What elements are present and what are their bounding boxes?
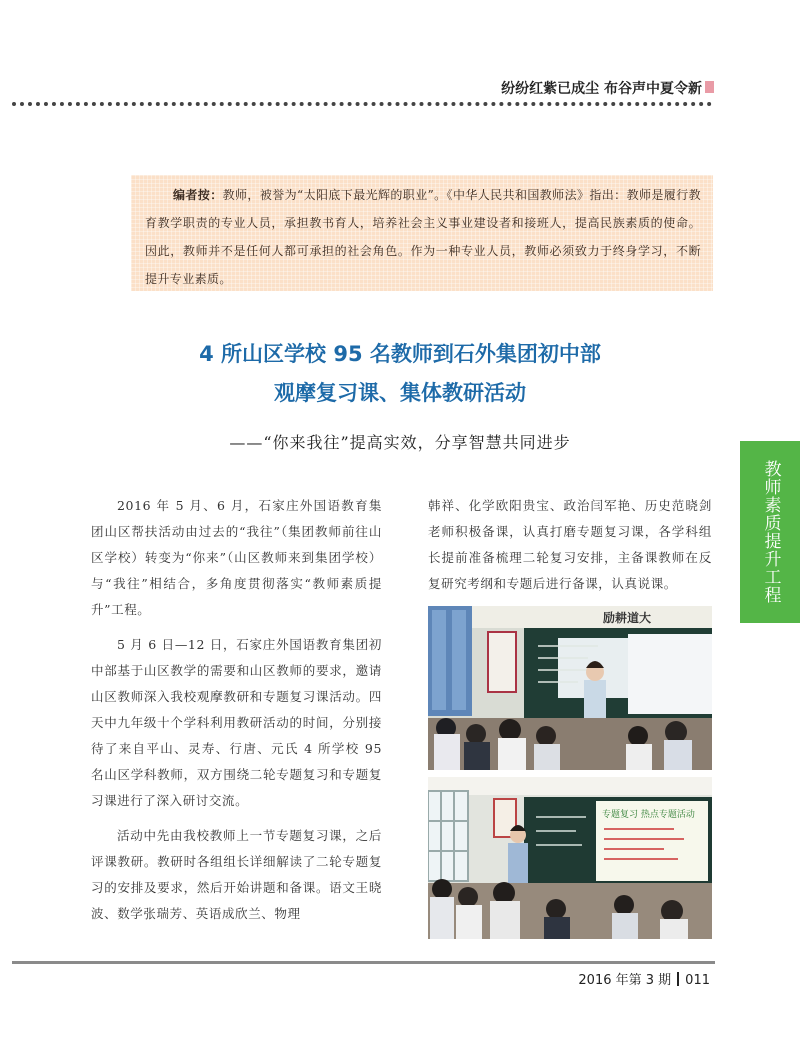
- body-paragraph: 5 月 6 日—12 日，石家庄外国语教育集团初中部基于山区教学的需要和山区教师的要求，邀请山区教师深入我校观摩教研和专题复习课活动。四天中九年级十个学科利用教研活动的时间，分别接待了来自平山、灵寿、行唐、元氏 4 所学校 95 名山区学科教师，双方围绕二轮专题复习和专题复习课进行了深入研讨交流。: [91, 637, 382, 808]
- editor-note-label: 编者按：: [173, 188, 223, 202]
- running-title: 纷纷红紫已成尘 布谷声中夏令新: [501, 81, 702, 97]
- issue-label: 2016 年第 3 期: [578, 973, 672, 988]
- article-title-line1: 4 所山区学校 95 名教师到石外集团初中部: [199, 342, 601, 366]
- footer-separator: [677, 972, 679, 986]
- article-left-column: [91, 493, 382, 936]
- page-number: 011: [685, 973, 710, 988]
- photo1-banner-text: 励耕道大: [603, 611, 652, 625]
- editor-note-box: [131, 175, 713, 291]
- body-paragraph: 活动中先由我校教师上一节专题复习课，之后评课教研。教研时各组组长详细解读了二轮专题复习的安排及要求，然后开始讲题和备课。语文王晓波、数学张瑞芳、英语成欣兰、物理: [91, 828, 382, 921]
- editor-note-text: 教师，被誉为“太阳底下最光辉的职业”。《中华人民共和国教师法》指出：教师是履行教育教学职责的专业人员，承担教书育人，培养社会主义事业建设者和接班人，提高民族素质的使命。因此，教师并不是任何人都可承担的社会角色。作为一种专业人员，教师必须致力于终身学习，不断提升专业素质。: [145, 188, 701, 286]
- body-paragraph: 2016 年 5 月、6 月，石家庄外国语教育集团山区帮扶活动由过去的“我往”（集团教师前往山区学校）转变为“你来”（山区教师来到集团学校）与“我往”相结合，多角度贯彻落实“教师素质提升”工程。: [91, 498, 382, 617]
- section-side-tab: [740, 441, 800, 623]
- article-right-column: [428, 493, 712, 606]
- photo2-board-text: 专题复习 热点专题活动: [602, 810, 695, 820]
- classroom-photo-1: [428, 606, 712, 770]
- article-subtitle: ——“你来我往”提高实效，分享智慧共同进步: [229, 433, 571, 452]
- footer-rule: [12, 961, 715, 964]
- body-paragraph: 韩祥、化学欧阳贵宝、政治闫军艳、历史范晓剑老师积极备课，认真打磨专题复习课，各学科组长提前准备梳理二轮复习安排，主备课教师在反复研究考纲和专题后进行备课，认真说课。: [428, 498, 712, 591]
- classroom-photo-2: [428, 777, 712, 939]
- header-dotted-rule: [12, 102, 712, 106]
- side-tab-label: 教师素质提升工程: [760, 460, 781, 604]
- article-title-line2: 观摩复习课、集体教研活动: [274, 381, 526, 405]
- header-decoration-square: [705, 81, 714, 93]
- page-footer: [578, 969, 710, 988]
